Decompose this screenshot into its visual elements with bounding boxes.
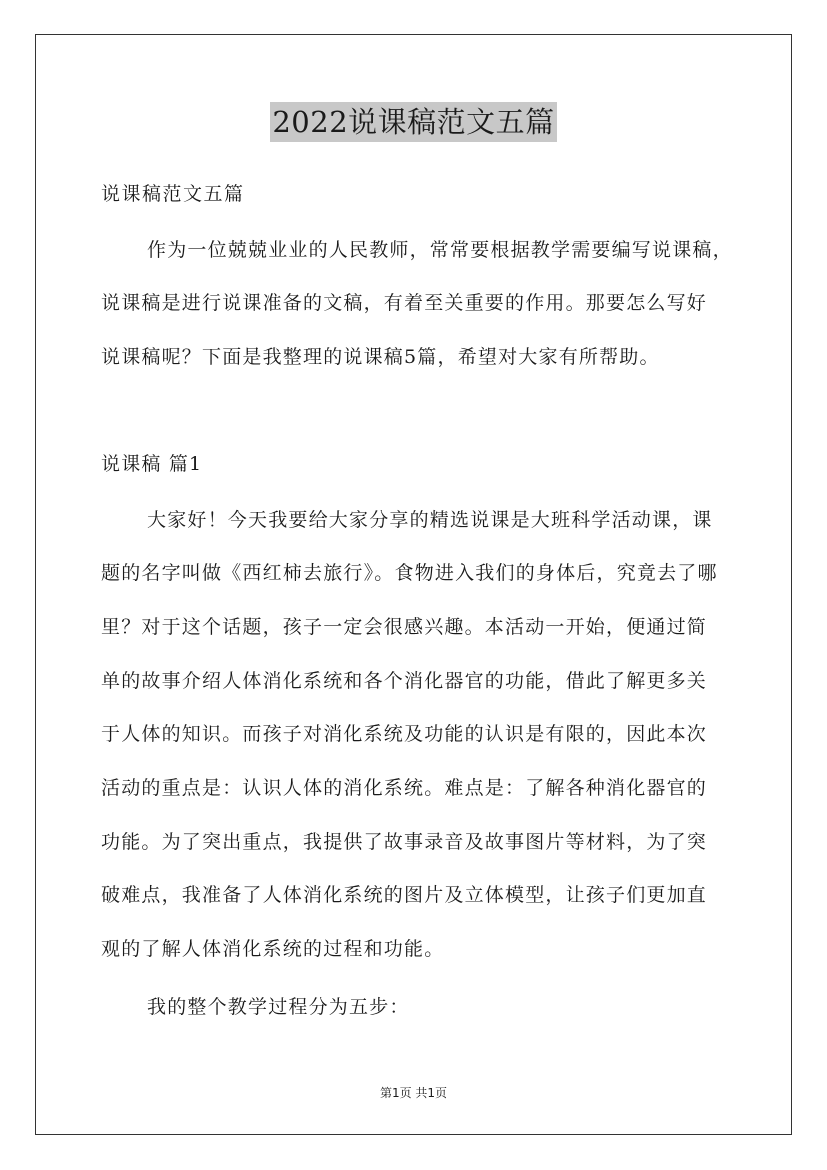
- document-subtitle: 说课稿范文五篇: [101, 183, 245, 205]
- section-line-1: 大家好！今天我要给大家分享的精选说课是大班科学活动课，课: [147, 509, 713, 531]
- section-line-5: 于人体的知识。而孩子对消化系统及功能的认识是有限的，因此本次: [101, 723, 708, 745]
- intro-line-1: 作为一位兢兢业业的人民教师，常常要根据教学需要编写说课稿，: [147, 239, 733, 261]
- closing-line: 我的整个教学过程分为五步：: [147, 996, 410, 1018]
- section-line-2: 题的名字叫做《西红柿去旅行》。食物进入我们的身体后，究竟去了哪: [101, 562, 718, 584]
- section-line-3: 里？对于这个话题，孩子一定会很感兴趣。本活动一开始，便通过简: [101, 616, 708, 638]
- intro-line-3: 说课稿呢？下面是我整理的说课稿5篇，希望对大家有所帮助。: [101, 346, 660, 368]
- title-container: [0, 102, 827, 142]
- section-heading: 说课稿 篇1: [101, 453, 203, 475]
- section-line-8: 破难点，我准备了人体消化系统的图片及立体模型，让孩子们更加直: [101, 884, 708, 906]
- section-line-9: 观的了解人体消化系统的过程和功能。: [101, 938, 445, 960]
- document-title: 2022说课稿范文五篇: [270, 102, 556, 142]
- section-line-7: 功能。为了突出重点，我提供了故事录音及故事图片等材料，为了突: [101, 831, 708, 853]
- page-number-footer: 第1页 共1页: [379, 1086, 448, 1100]
- intro-line-2: 说课稿是进行说课准备的文稿，有着至关重要的作用。那要怎么写好: [101, 292, 708, 314]
- section-line-6: 活动的重点是：认识人体的消化系统。难点是：了解各种消化器官的: [101, 777, 708, 799]
- section-line-4: 单的故事介绍人体消化系统和各个消化器官的功能，借此了解更多关: [101, 670, 708, 692]
